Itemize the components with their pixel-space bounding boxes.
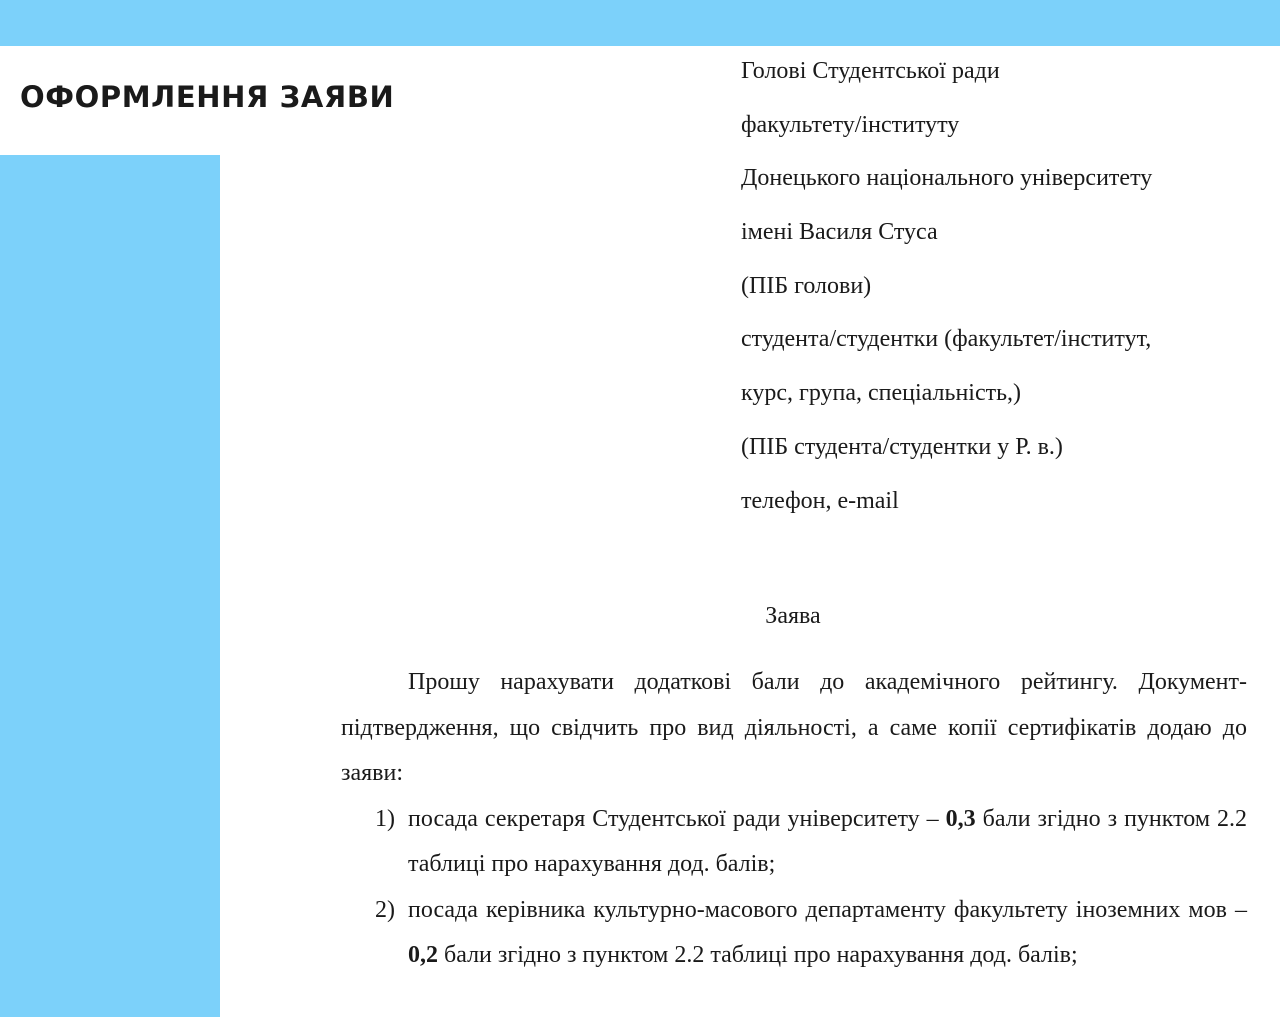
document-body [341, 660, 1247, 979]
points-value: 0,3 [945, 805, 976, 832]
list-item-text: бали згідно з пунктом 2.2 таблиці про нарахування дод. балів; [408, 805, 1247, 877]
side-accent-bar [0, 155, 220, 1017]
addressee-line: (ПІБ голови) [741, 272, 872, 299]
addressee-line: телефон, e-mail [741, 487, 899, 514]
request-paragraph: Прошу нарахувати додаткові бали до академічного рейтингу. Документ-підтвердження, що свідчить про вид діяльності, а саме копії сертифікатів додаю до заяви: [341, 669, 1247, 786]
list-item [341, 888, 1247, 979]
addressee-line: студента/студентки (факультет/інститут, [741, 326, 1152, 353]
top-accent-bar [0, 0, 1280, 46]
addressee-line: Донецького національного університету [741, 165, 1153, 192]
addressee-line: Голові Студентської ради [741, 58, 1000, 84]
list-item-text: бали згідно з пунктом 2.2 таблиці про нарахування дод. балів; [438, 942, 1078, 968]
addressee-line: (ПІБ студента/студентки у Р. в.) [741, 433, 1063, 460]
activities-list [341, 797, 1247, 979]
addressee-line: імені Василя Стуса [741, 219, 938, 246]
list-item [341, 797, 1247, 888]
page-heading: ОФОРМЛЕННЯ ЗАЯВИ [20, 80, 395, 114]
points-value: 0,2 [408, 942, 438, 968]
list-item-text: посада секретаря Студентської ради університету – [408, 805, 946, 832]
addressee-line: факультету/інституту [741, 111, 960, 138]
list-item-number: 1) [375, 805, 395, 832]
addressee-block [741, 53, 1261, 536]
list-item-text: посада керівника культурно-масового департаменту факультету іноземних мов – [408, 896, 1247, 923]
document-title: Заява [765, 603, 821, 629]
list-item-number: 2) [375, 896, 395, 923]
addressee-line: курс, група, спеціальність,) [741, 380, 1022, 407]
